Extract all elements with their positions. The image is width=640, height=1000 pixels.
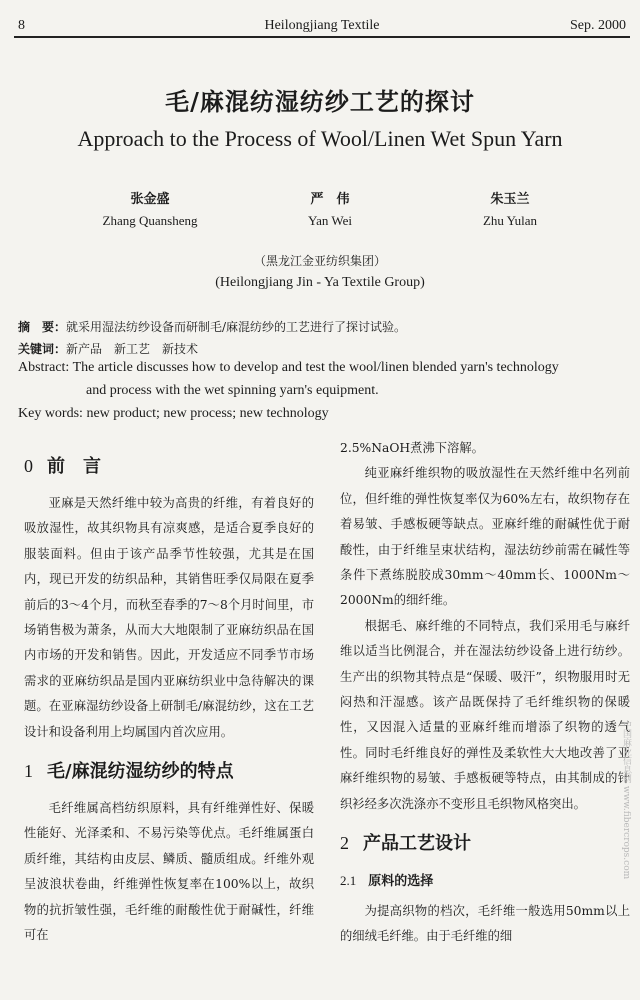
abstract-en-line1: The article discusses how to develop and test the wool/linen blended yarn's technology — [72, 360, 559, 375]
abstract-en-label: Abstract: — [18, 360, 70, 375]
section-title: 毛/麻混纺湿纺纱的特点 — [47, 761, 234, 783]
title-chinese: 毛/麻混纺湿纺纱工艺的探讨 — [165, 87, 475, 116]
subsection-title: 原料的选择 — [368, 874, 434, 890]
paragraph-blend-features: 根据毛、麻纤维的不同特点，我们采用毛与麻纤维以适当比例混合，并在湿法纺纱设备上进行纺纱。生产出的织物其特点是“保暖、吸汗”，织物服用时无闷热和汗湿感。该产品既保持了毛纤维织物的保暖性，又因混入适量的亚麻纤维而增添了织物的透气性。同时毛纤维良好的弹性及柔软性大大地改善了亚麻纤维织物的易皱、手感板硬等特点，由其制成的针织衫经多次洗涤亦不变形且毛织物风格突出。 — [340, 618, 630, 811]
author-name-en: Zhu Yulan — [482, 213, 538, 228]
author-name-cn: 张金盛 — [130, 192, 170, 207]
running-header — [18, 14, 626, 36]
author-name-en: Zhang Quansheng — [102, 213, 198, 228]
section-number: 1 — [24, 761, 33, 782]
section-number: 0 — [24, 456, 33, 476]
abstract-cn-text: 就采用湿法纺纱设备而研制毛/麻混纺纱的工艺进行了探讨试验。 — [66, 320, 407, 334]
journal-name: Heilongjiang Textile — [264, 18, 380, 33]
subsection-number: 2.1 — [340, 873, 357, 889]
paragraph-material-selection: 为提高织物的档次，毛纤维一般选用50mm以上的细绒毛纤维。由于毛纤维的细 — [340, 903, 630, 943]
paragraph-continued: 2.5%NaOH煮沸下溶解。 — [340, 441, 484, 455]
section-heading-0 — [24, 452, 314, 481]
author-name-cn: 严 伟 — [310, 192, 350, 207]
abstract-en-line2: and process with the wet spinning yarn's equipment. — [86, 383, 379, 398]
watermark: 中国麻业信息网 www.fibercrops.com — [621, 720, 631, 880]
affiliation-cn: （黑龙江金亚纺织集团） — [253, 254, 386, 268]
abstract-cn-label: 摘 要： — [18, 320, 67, 334]
keywords-en-text: new product; new process; new technology — [86, 406, 329, 421]
abstract-en — [18, 360, 626, 376]
section-title: 前 言 — [47, 456, 101, 477]
keywords-cn — [18, 340, 626, 357]
issue-date: Sep. 2000 — [570, 18, 626, 33]
affiliation — [0, 252, 640, 291]
paragraph-wool-features: 毛纤维属高档纺织原料，具有纤维弹性好、保暖性能好、光泽柔和、不易污染等优点。毛纤维属蛋白质纤维，其结构由皮层、鳞质、髓质组成。纤维外观呈波浪状卷曲，纤维弹性恢复率在100%以上，故织物的抗折皱性强，毛纤维的耐酸性优于耐碱性，纤维可在 — [24, 801, 314, 943]
abstract-en-cont — [86, 383, 626, 399]
section-title: 产品工艺设计 — [363, 833, 471, 855]
author-2 — [240, 188, 420, 229]
paragraph-intro: 亚麻是天然纤维中较为高贵的纤维，有着良好的吸放湿性，故其织物具有凉爽感，是适合夏季良好的服装面料。但由于该产品季节性较强，尤其是在国内，现已开发的纺织品种，其销售旺季仅局限在夏季前后的3～4个月，而秋至春季的7～8个月时间里，市场销售极为萧条，从而大大地限制了亚麻纺织品在国内市场的开发和销售。因此，开发适应不同季节市场需求的亚麻纺织品是国内亚麻纺织业中急待解决的课题。在亚麻湿纺纱设备上研制毛/麻混纺纱，这在工艺设计和设备利用上均属国内首次应用。 — [24, 496, 314, 739]
title-english: Approach to the Process of Wool/Linen Wet Spun Yarn — [77, 126, 563, 151]
author-3 — [420, 188, 600, 229]
right-column — [340, 436, 630, 949]
abstract-cn — [18, 318, 626, 335]
paragraph-linen-features: 纯亚麻纤维织物的吸放湿性在天然纤维中名列前位，但纤维的弹性恢复率仅为60%左右，故织物存在着易皱、手感板硬等缺点。亚麻纤维的耐碱性优于耐酸性，由于纤维呈束状结构，湿法纺纱前需在碱性等条件下煮练脱胶成30mm～40mm长、1000Nm～2000Nm的细纤维。 — [340, 466, 630, 608]
affiliation-en: (Heilongjiang Jin - Ya Textile Group) — [215, 275, 425, 290]
left-column — [24, 444, 314, 949]
section-heading-2 — [340, 829, 630, 858]
author-name-en: Yan Wei — [308, 213, 352, 228]
author-name-cn: 朱玉兰 — [490, 192, 530, 207]
page-number: 8 — [18, 18, 25, 33]
section-heading-1 — [24, 757, 314, 786]
subsection-heading-2-1 — [340, 868, 630, 894]
keywords-cn-label: 关键词： — [18, 342, 67, 356]
section-number: 2 — [340, 833, 349, 854]
keywords-en-label: Key words: — [18, 406, 83, 421]
keywords-en — [18, 406, 626, 422]
header-rule — [14, 36, 630, 38]
author-list — [60, 188, 600, 232]
keywords-cn-text: 新产品 新工艺 新技术 — [66, 342, 199, 356]
author-1 — [60, 188, 240, 229]
